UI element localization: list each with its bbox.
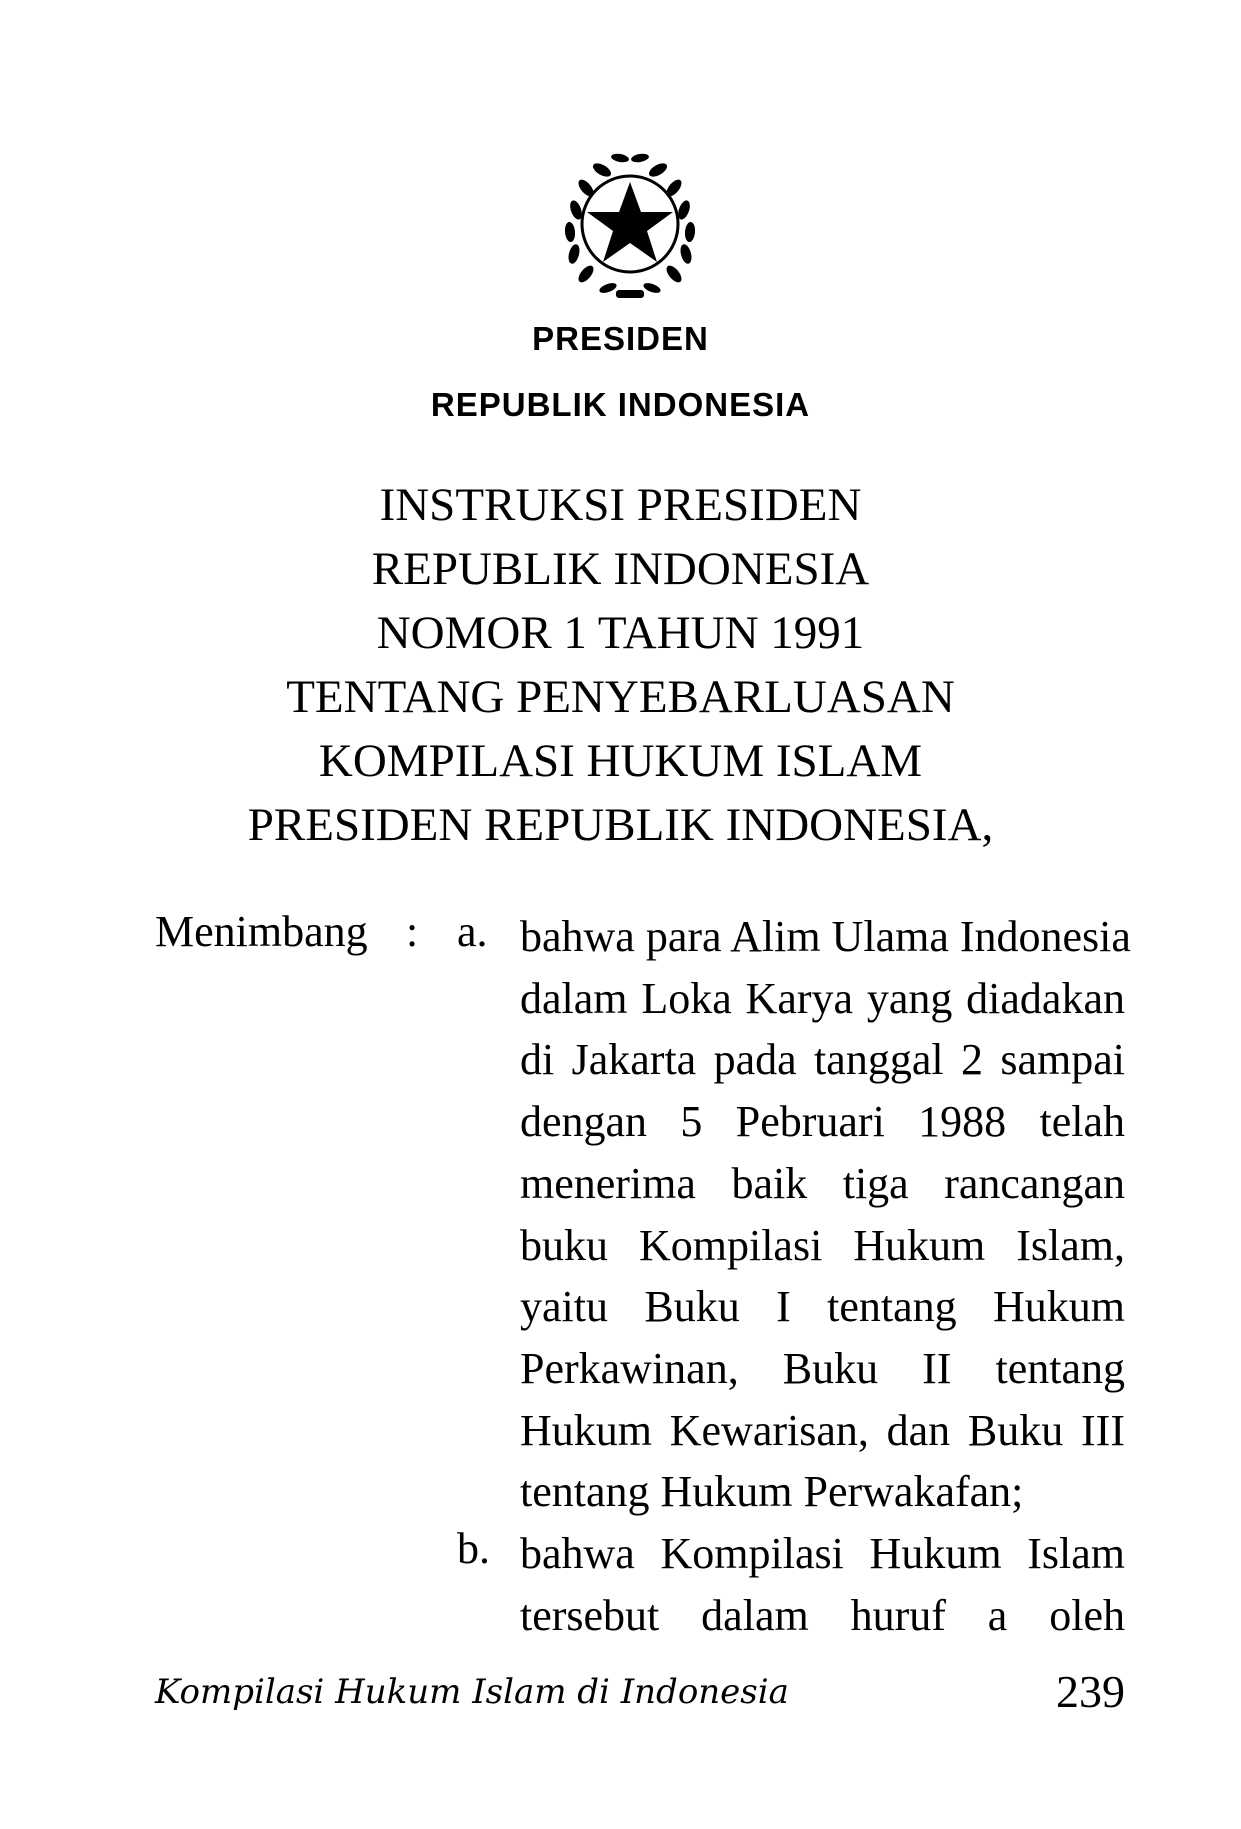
page-number: 239 (1056, 1666, 1125, 1717)
text-line: dalam Loka Karya yang diadakan (520, 973, 1125, 1023)
considering-label: Menimbang (155, 907, 368, 956)
text-line: Perkawinan, Buku II tentang (520, 1343, 1125, 1393)
presidential-seal-icon (550, 140, 710, 310)
document-title-line: KOMPILASI HUKUM ISLAM (318, 735, 923, 787)
letterhead-subtitle: REPUBLIK INDONESIA (430, 386, 811, 423)
text-line: bahwa para Alim Ulama Indonesia (520, 912, 1131, 961)
considering-colon: : (406, 907, 419, 956)
document-title-line: PRESIDEN REPUBLIK INDONESIA, (247, 799, 994, 851)
text-line: tentang Hukum Perwakafan; (520, 1467, 1024, 1517)
item-letter: a. (457, 907, 488, 956)
document-title-line: INSTRUKSI PRESIDEN (379, 479, 862, 531)
text-line: di Jakarta pada tanggal 2 sampai (520, 1035, 1125, 1085)
text-line: dengan 5 Pebruari 1988 telah (520, 1097, 1125, 1147)
text-line: Hukum Kewarisan, dan Buku III (520, 1405, 1125, 1455)
document-title-line: TENTANG PENYEBARLUASAN (286, 671, 955, 723)
considering-item-b (520, 1523, 1125, 1646)
letterhead-title: PRESIDEN (532, 320, 709, 357)
item-letter: b. (457, 1524, 490, 1573)
footer-book-title: Kompilasi Hukum Islam di Indonesia (155, 1672, 789, 1712)
considering-item-a (520, 906, 1131, 1523)
text-line: menerima baik tiga rancangan (520, 1158, 1125, 1208)
text-line: buku Kompilasi Hukum Islam, (520, 1220, 1125, 1270)
text-line: yaitu Buku I tentang Hukum (520, 1282, 1125, 1332)
document-title-line: NOMOR 1 TAHUN 1991 (376, 607, 865, 659)
document-title-line: REPUBLIK INDONESIA (371, 543, 870, 595)
text-line: bahwa Kompilasi Hukum Islam (520, 1529, 1125, 1578)
text-line: tersebut dalam huruf a oleh (520, 1590, 1125, 1640)
